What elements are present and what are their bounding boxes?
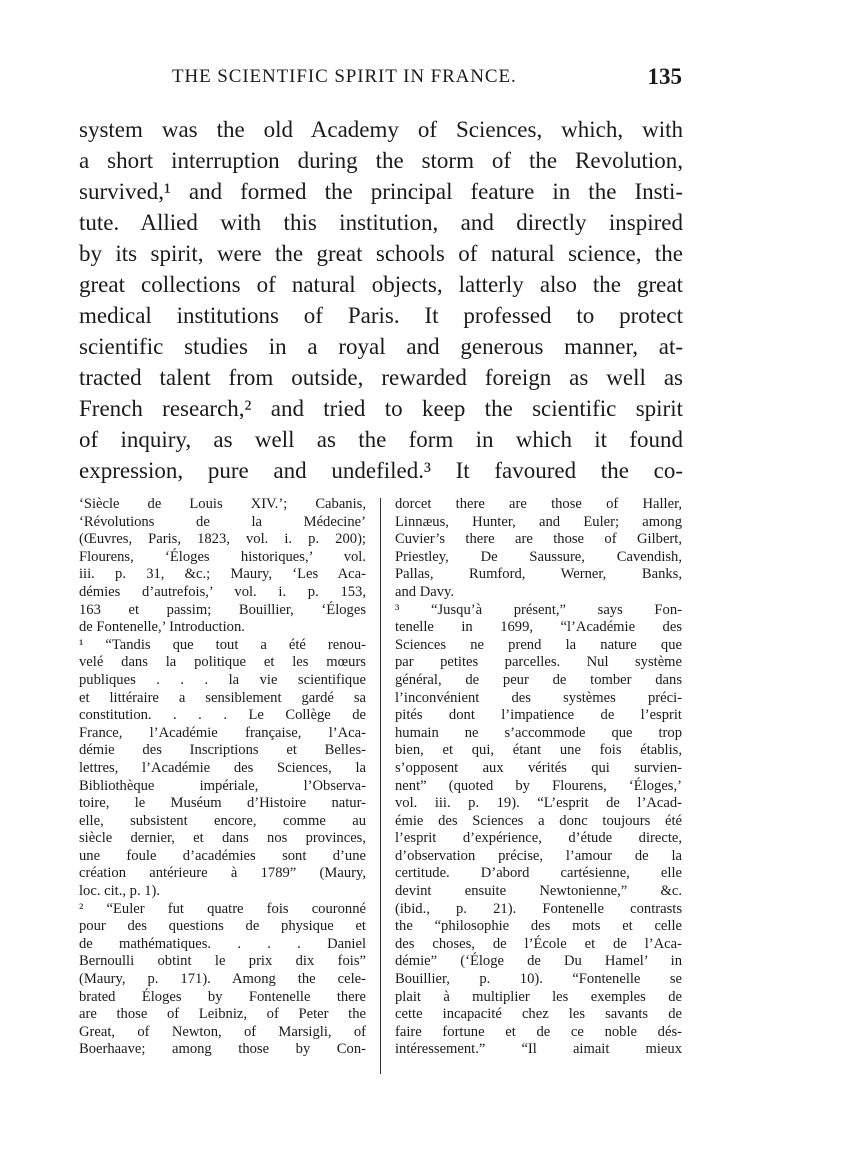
footnote-line: loc. cit., p. 1). bbox=[79, 883, 161, 900]
footnote-line: Priestley, De Saussure, Cavendish, bbox=[395, 548, 682, 565]
footnote-line: des choses, de l’École et de l’Aca- bbox=[395, 935, 682, 952]
footnote-line: plait à multiplier les exemples de bbox=[395, 988, 682, 1005]
footnote-line: Sciences ne prend la nature que bbox=[395, 636, 682, 653]
footnote-line: (Maury, p. 171). Among the cele- bbox=[79, 971, 366, 988]
footnote-line: elle, subsistent encore, comme au bbox=[79, 812, 366, 829]
footnote-line: faire fortune et de ce noble dés- bbox=[395, 1023, 682, 1040]
footnote-line: publiques . . . la vie scientifique bbox=[79, 671, 366, 688]
footnote-line: iii. p. 31, &c.; Maury, ‘Les Aca- bbox=[79, 566, 366, 583]
footnote-line: the “philosophie des mots et celle bbox=[395, 918, 682, 935]
footnote-line: ‘Révolutions de la Médecine’ bbox=[79, 513, 366, 530]
footnote-line: siècle dernier, et dans nos provinces, bbox=[79, 830, 366, 847]
footnote-line: Flourens, ‘Éloges historiques,’ vol. bbox=[79, 548, 366, 565]
footnote-line: ‘Siècle de Louis XIV.’; Cabanis, bbox=[79, 496, 366, 512]
footnote-line: velé dans la politique et les mœurs bbox=[79, 654, 366, 671]
footnote-line: Boerhaave; among those by Con- bbox=[79, 1041, 366, 1058]
body-text bbox=[79, 114, 683, 486]
footnote-line: bien, et qui, étant une fois établis, bbox=[395, 742, 682, 759]
body-line: by its spirit, were the great schools of natural science, the bbox=[79, 241, 683, 266]
body-line: tute. Allied with this institution, and directly inspired bbox=[79, 210, 683, 235]
footnote-line: Pallas, Rumford, Werner, Banks, bbox=[395, 566, 682, 583]
footnote-line: une foule d’académies sont d’une bbox=[79, 847, 366, 864]
footnote-column-left bbox=[79, 496, 366, 1059]
footnote-line: dorcet there are those of Haller, bbox=[395, 496, 682, 512]
body-line: of inquiry, as well as the form in which it found bbox=[79, 427, 683, 452]
body-line: tracted talent from outside, rewarded foreign as well as bbox=[79, 365, 683, 390]
footnote-line: vol. iii. p. 19). “L’esprit de l’Acad- bbox=[395, 795, 682, 812]
footnote-line: intéressement.” “Il aimait mieux bbox=[395, 1041, 682, 1058]
running-head bbox=[80, 64, 682, 94]
footnote-line: cette incapacité chez les savants de bbox=[395, 1006, 682, 1023]
footnote-line: Great, of Newton, of Marsigli, of bbox=[79, 1023, 366, 1040]
footnote-line: constitution. . . . Le Collège de bbox=[79, 707, 366, 724]
running-title: THE SCIENTIFIC SPIRIT IN FRANCE. bbox=[172, 66, 517, 87]
footnote-line: par petites parcelles. Nul système bbox=[395, 654, 682, 671]
footnote-line: l’inconvénient des systèmes préci- bbox=[395, 689, 682, 706]
footnote-line: 163 et passim; Bouillier, ‘Éloges bbox=[79, 601, 366, 618]
footnote-line: de mathématiques. . . . Daniel bbox=[79, 935, 366, 952]
footnote-line: are those of Leibniz, of Peter the bbox=[79, 1006, 366, 1023]
footnote-line: Bouillier, p. 10). “Fontenelle se bbox=[395, 971, 682, 988]
footnotes bbox=[79, 496, 683, 1076]
footnote-line: ² “Euler fut quatre fois couronné bbox=[79, 900, 366, 917]
page-number: 135 bbox=[647, 64, 682, 89]
body-line: expression, pure and undefiled.³ It favoured the co- bbox=[79, 458, 683, 483]
footnote-line: ¹ “Tandis que tout a été renou- bbox=[79, 636, 366, 653]
column-divider bbox=[380, 498, 381, 1074]
footnote-line: pour des questions de physique et bbox=[79, 918, 366, 935]
footnote-line: devint ensuite Newtonienne,” &c. bbox=[395, 883, 682, 900]
footnote-line: création antérieure à 1789” (Maury, bbox=[79, 865, 366, 882]
footnote-line: Cuvier’s there are those of Gilbert, bbox=[395, 531, 682, 548]
footnote-line: de Fontenelle,’ Introduction. bbox=[79, 619, 245, 636]
footnote-line: démies d’autrefois,’ vol. i. p. 153, bbox=[79, 583, 366, 600]
footnote-line: (ibid., p. 21). Fontenelle contrasts bbox=[395, 900, 682, 917]
footnote-line: tenelle in 1699, “l’Académie des bbox=[395, 619, 682, 636]
body-line: survived,¹ and formed the principal feature in the Insti- bbox=[79, 179, 683, 204]
body-line: great collections of natural objects, latterly also the great bbox=[79, 272, 683, 297]
footnote-line: lettres, l’Académie des Sciences, la bbox=[79, 759, 366, 776]
body-line: medical institutions of Paris. It professed to protect bbox=[79, 303, 683, 328]
footnote-line: nent” (quoted by Flourens, ‘Éloges,’ bbox=[395, 777, 682, 794]
footnote-line: humain ne s’accommode que trop bbox=[395, 724, 682, 741]
footnote-line: toire, le Muséum d’Histoire natur- bbox=[79, 795, 366, 812]
footnote-line: France, l’Académie française, l’Aca- bbox=[79, 724, 366, 741]
footnote-line: and Davy. bbox=[395, 583, 455, 600]
footnote-line: (Œuvres, Paris, 1823, vol. i. p. 200); bbox=[79, 531, 366, 548]
footnote-line: certitude. D’abord cartésienne, elle bbox=[395, 865, 682, 882]
footnote-line: démie” (‘Éloge de Du Hamel’ in bbox=[395, 953, 682, 970]
footnote-line: d’observation précise, l’amour de la bbox=[395, 847, 682, 864]
footnote-line: émie des Sciences a donc toujours été bbox=[395, 812, 682, 829]
footnote-line: Bernoulli obtint le prix dix fois” bbox=[79, 953, 366, 970]
body-line: a short interruption during the storm of the Revolution, bbox=[79, 148, 683, 173]
footnote-line: Bibliothèque impériale, l’Observa- bbox=[79, 777, 366, 794]
footnote-line: brated Éloges by Fontenelle there bbox=[79, 988, 366, 1005]
footnote-line: démie des Inscriptions et Belles- bbox=[79, 742, 366, 759]
footnote-line: ³ “Jusqu’à présent,” says Fon- bbox=[395, 601, 682, 618]
footnote-line: pités dont l’impatience de l’esprit bbox=[395, 707, 682, 724]
body-line: French research,² and tried to keep the scientific spirit bbox=[79, 396, 683, 421]
footnote-line: et littéraire a sensiblement gardé sa bbox=[79, 689, 366, 706]
footnote-line: général, de peur de tomber dans bbox=[395, 671, 682, 688]
footnote-line: s’opposent aux vérités qui survien- bbox=[395, 759, 682, 776]
footnote-column-right bbox=[395, 496, 682, 1059]
body-line: system was the old Academy of Sciences, which, with bbox=[79, 117, 683, 142]
body-line: scientific studies in a royal and generous manner, at- bbox=[79, 334, 683, 359]
footnote-line: l’esprit d’expérience, d’étude directe, bbox=[395, 830, 682, 847]
footnote-line: Linnæus, Hunter, and Euler; among bbox=[395, 513, 682, 530]
